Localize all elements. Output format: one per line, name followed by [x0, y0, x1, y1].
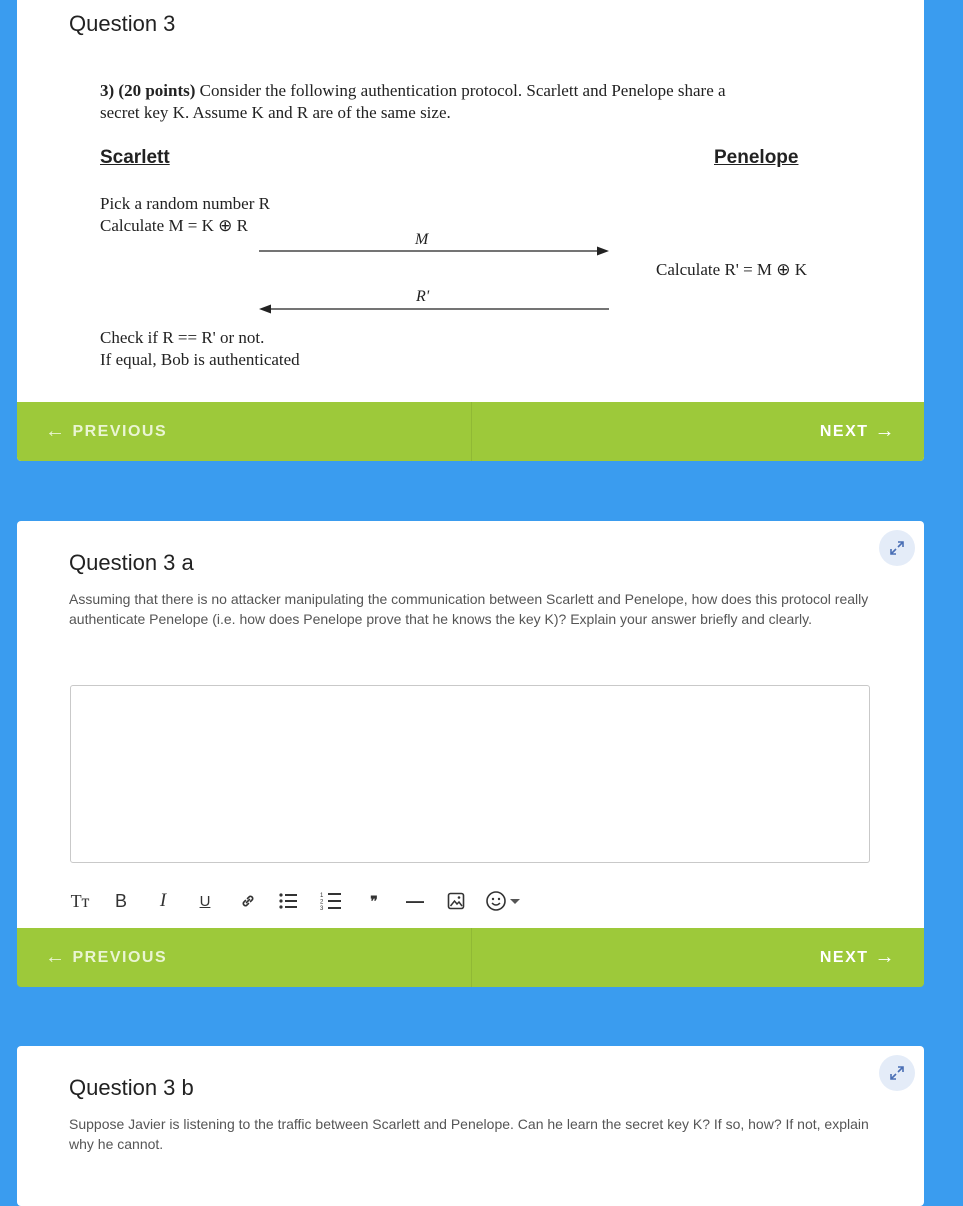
emoji-picker[interactable] [485, 889, 525, 913]
party-penelope: Penelope [714, 147, 799, 168]
link-icon[interactable] [237, 889, 259, 913]
question-card [17, 1046, 924, 1206]
arrow-left-icon: ← [45, 420, 67, 442]
question-title: Question 3 a [69, 550, 194, 575]
italic-icon[interactable]: I [159, 890, 167, 911]
question-intro: 3) (20 points) Consider the following authentication protocol. Scarlett and Penelope share a secret key K. Assume K and R are of the same size. [100, 81, 726, 122]
smiley-icon [485, 890, 525, 912]
bold-icon[interactable]: B [114, 890, 127, 911]
answer-input[interactable] [70, 685, 870, 863]
question-title: Question 3 [69, 11, 176, 36]
next-button[interactable]: NEXT → [819, 946, 896, 968]
editor-toolbar [69, 889, 549, 913]
bullet-list-icon[interactable] [277, 889, 299, 913]
expand-icon [888, 1064, 906, 1082]
expand-button[interactable] [879, 530, 915, 566]
penelope-step: Calculate R' = M ⊕ K [656, 260, 808, 279]
forward-arrow [257, 244, 611, 258]
question-card [17, 0, 924, 461]
question-text: Assuming that there is no attacker manipulating the communication between Scarlett and Penelope, how does this protocol really authenticate Penelope (i.e. how does Penelope prove that he knows the key K)? Explain your answer briefly and clearly. [69, 591, 869, 627]
arrow-right-icon: → [874, 420, 896, 442]
image-glyph [447, 892, 465, 910]
bullet-list-glyph [278, 892, 298, 910]
message-r-label: R' [416, 288, 430, 305]
message-m-label: M [415, 231, 429, 248]
arrow-right-icon: → [874, 946, 896, 968]
question-card [17, 521, 924, 986]
question-text: Suppose Javier is listening to the traffic between Scarlett and Penelope. Can he learn the secret key K? If so, how? If not, explain why he cannot. [69, 1116, 869, 1152]
expand-button[interactable] [879, 1055, 915, 1091]
expand-icon [888, 539, 906, 557]
question-title: Question 3 b [69, 1075, 194, 1100]
next-button[interactable]: NEXT → [819, 420, 896, 442]
nav-divider [471, 928, 472, 987]
svg-text:3: 3 [320, 906, 324, 911]
nav-divider [471, 402, 472, 461]
numbered-list-glyph [320, 891, 342, 911]
underline-icon[interactable]: U [199, 892, 211, 910]
scarlett-check: Check if R == R' or not. If equal, Bob is authenticated [100, 328, 300, 369]
question-nav [17, 402, 924, 461]
back-arrow [257, 302, 611, 316]
numbered-list-icon[interactable] [319, 889, 343, 913]
question-nav [17, 928, 924, 987]
text-size-icon[interactable]: Tт [70, 890, 90, 911]
svg-text:2: 2 [320, 899, 324, 906]
link-icon-glyph [239, 892, 257, 910]
scarlett-steps: Pick a random number R Calculate M = K ⊕ R [100, 194, 270, 235]
svg-text:1: 1 [320, 893, 324, 899]
quote-icon[interactable]: ❞ [370, 892, 378, 909]
image-icon[interactable] [445, 889, 467, 913]
previous-button[interactable]: ← PREVIOUS [45, 946, 168, 968]
arrow-left-icon: ← [45, 946, 67, 968]
party-scarlett: Scarlett [100, 147, 170, 168]
horizontal-rule-icon[interactable]: — [406, 890, 424, 911]
previous-button[interactable]: ← PREVIOUS [45, 420, 168, 442]
